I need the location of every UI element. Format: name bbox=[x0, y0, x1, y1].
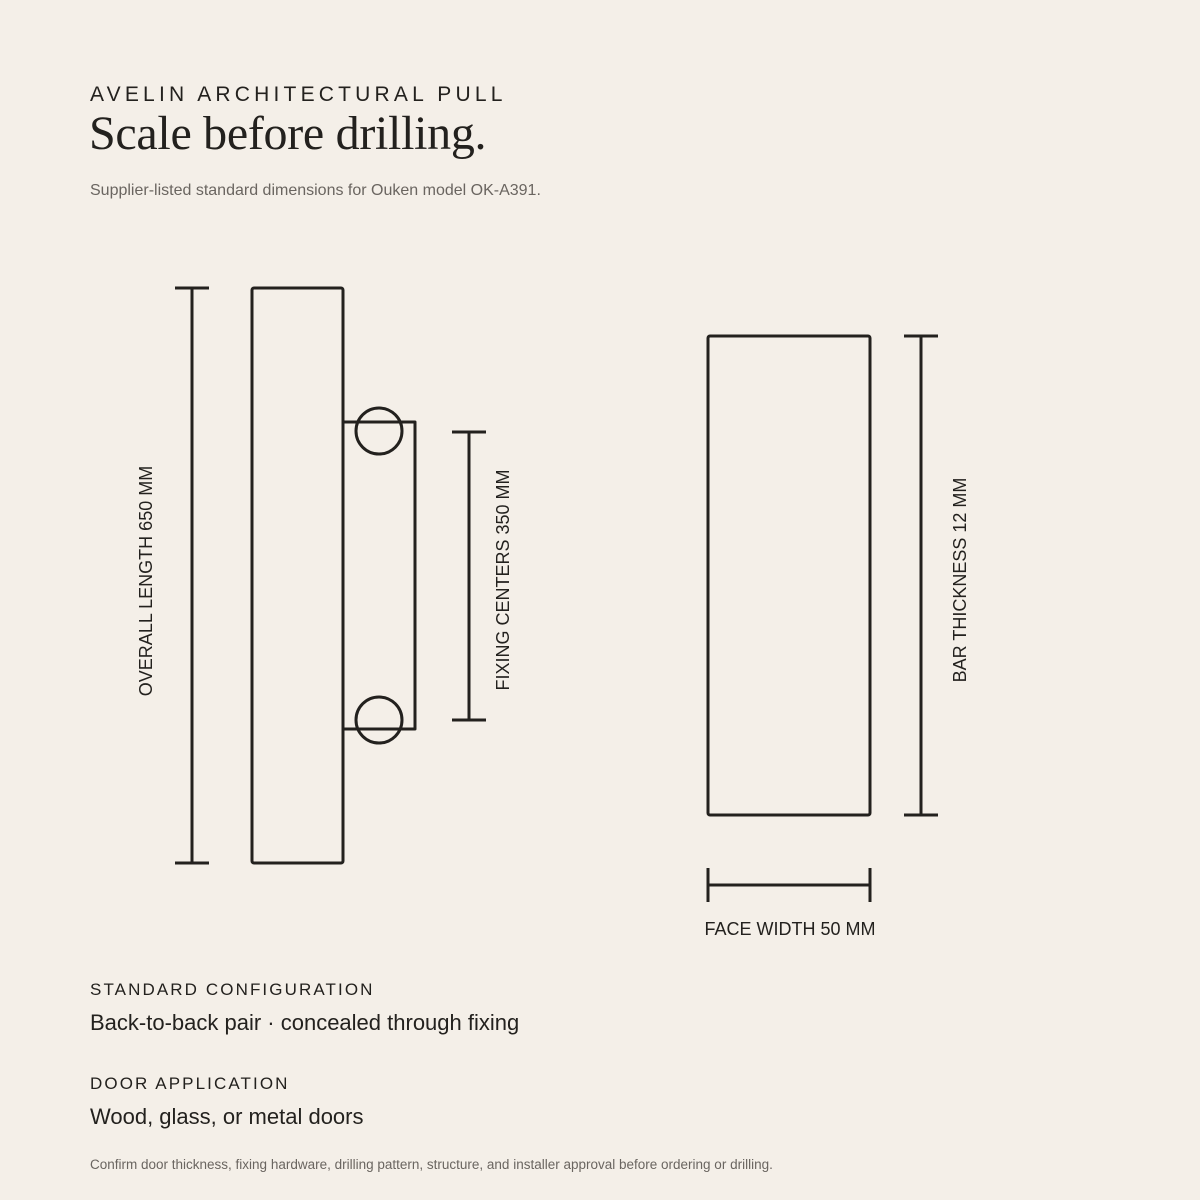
overall-length-dimension bbox=[175, 288, 209, 863]
eyebrow-label: AVELIN ARCHITECTURAL PULL bbox=[90, 83, 507, 106]
fixing-standoff bbox=[343, 422, 415, 729]
spec-label-door-application: DOOR APPLICATION bbox=[90, 1074, 290, 1093]
fixing-centers-dimension bbox=[452, 432, 486, 720]
bar-thickness-label: BAR THICKNESS 12 MM bbox=[950, 477, 970, 683]
spec-value-configuration: Back-to-back pair · concealed through fixing bbox=[90, 1010, 520, 1035]
page-subtitle: Supplier-listed standard dimensions for Ouken model OK-A391. bbox=[90, 182, 541, 199]
page-title: Scale before drilling. bbox=[89, 107, 487, 160]
overall-length-label: OVERALL LENGTH 650 MM bbox=[136, 465, 156, 697]
pull-bar-side-view bbox=[252, 288, 343, 863]
fixing-centers-label: FIXING CENTERS 350 MM bbox=[493, 469, 513, 691]
fixing-point-bottom bbox=[356, 697, 402, 743]
spec-label-configuration: STANDARD CONFIGURATION bbox=[90, 980, 375, 999]
face-width-dimension bbox=[708, 868, 870, 902]
face-width-label: FACE WIDTH 50 MM bbox=[704, 919, 876, 939]
spec-value-door-application: Wood, glass, or metal doors bbox=[90, 1104, 364, 1129]
disclaimer-footnote: Confirm door thickness, fixing hardware, drilling pattern, structure, and installer approval before ordering or drilling. bbox=[90, 1157, 773, 1172]
pull-bar-face-view bbox=[708, 336, 870, 815]
fixing-point-top bbox=[356, 408, 402, 454]
bar-thickness-dimension bbox=[904, 336, 938, 815]
